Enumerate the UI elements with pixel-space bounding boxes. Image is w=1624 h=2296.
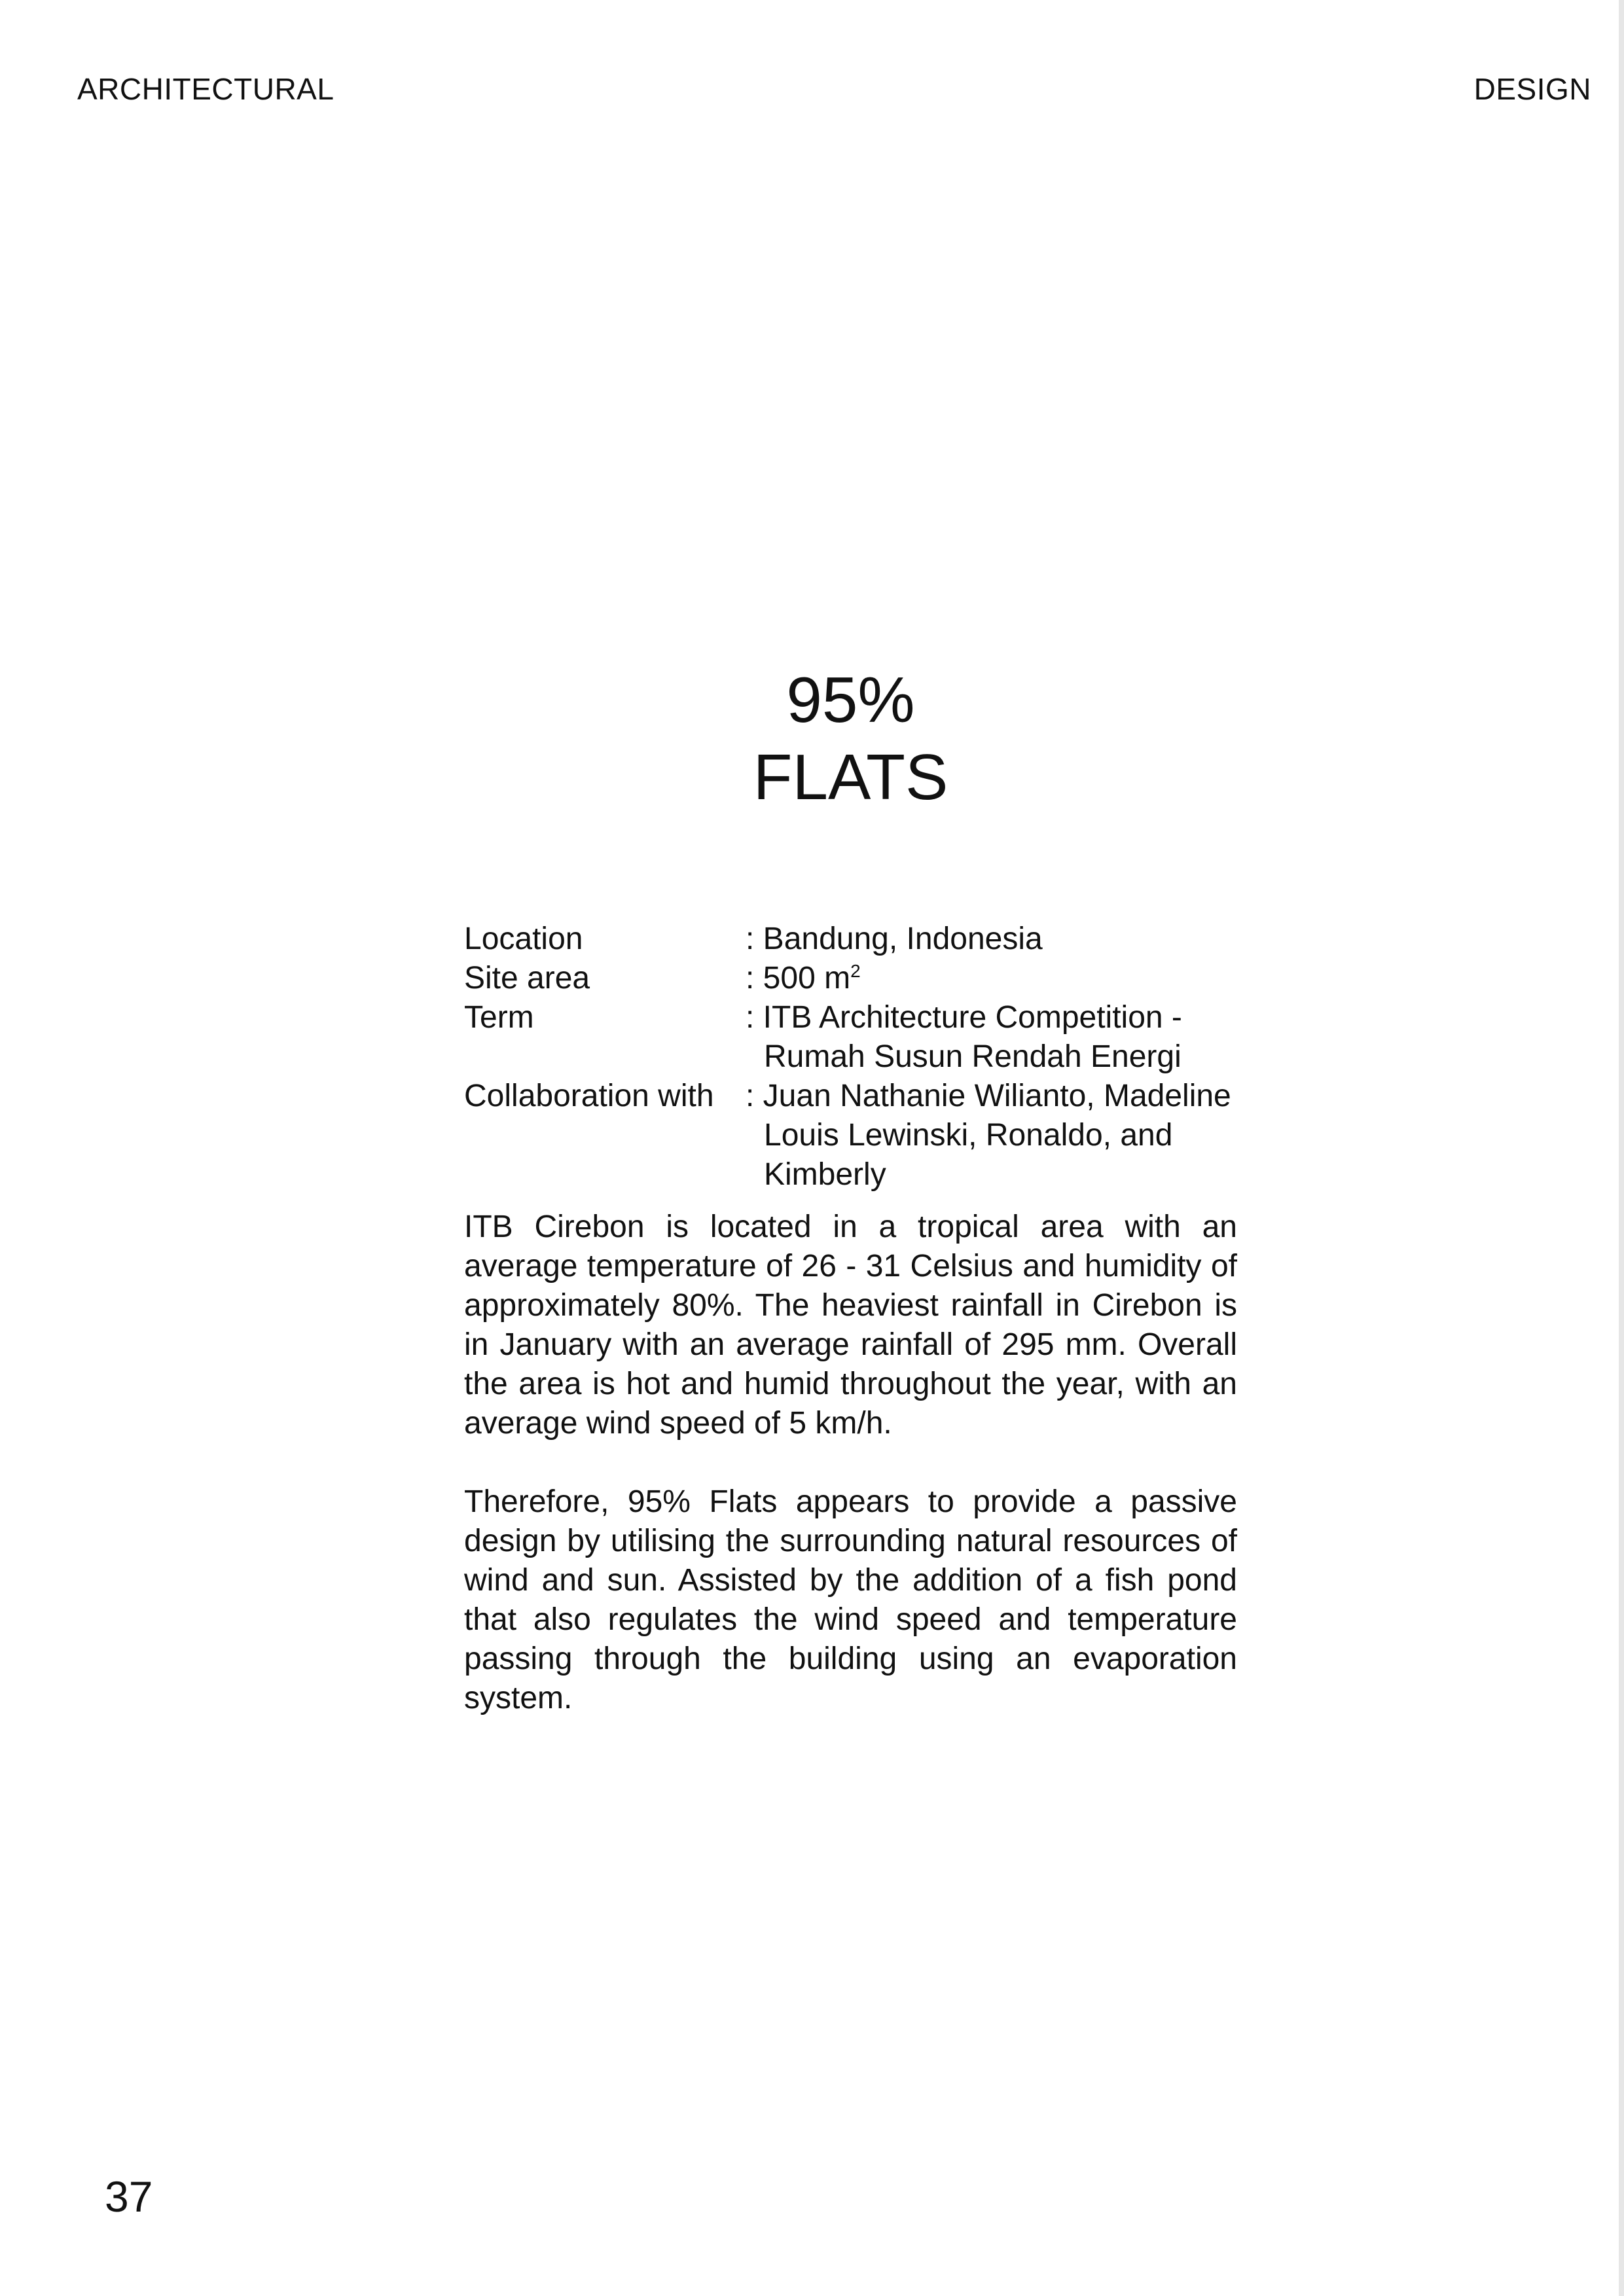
collaboration-value-line-3: Kimberly — [764, 1157, 886, 1192]
header-section-right: DESIGN — [1473, 72, 1591, 106]
info-row-site-area — [464, 959, 1237, 998]
info-row-location — [464, 920, 1237, 959]
term-value-line-2: Rumah Susun Rendah Energi — [764, 1039, 1182, 1074]
collaboration-label: Collaboration with — [464, 1079, 714, 1113]
location-label: Location — [464, 922, 583, 956]
location-value-text: : Bandung, Indonesia — [746, 922, 1043, 956]
site-area-label: Site area — [464, 961, 590, 996]
collaboration-value-line-1: : Juan Nathanie Wilianto, Madeline — [746, 1079, 1231, 1113]
project-title — [464, 661, 1237, 816]
term-value-line-1: : ITB Architecture Competition - — [746, 1000, 1182, 1035]
collaboration-value — [746, 1077, 1237, 1194]
term-value — [746, 998, 1237, 1077]
site-area-value — [746, 959, 1237, 998]
project-title-line-2: FLATS — [753, 741, 948, 813]
info-row-collaboration — [464, 1077, 1237, 1194]
collaboration-value-line-2: Louis Lewinski, Ronaldo, and — [764, 1118, 1173, 1153]
project-info-table — [464, 920, 1237, 1194]
site-area-value-text: : 500 m — [746, 961, 851, 996]
project-title-line-1: 95% — [786, 664, 915, 736]
header-section-left: ARCHITECTURAL — [77, 72, 334, 106]
site-area-unit-superscript: 2 — [850, 961, 861, 981]
page-number: 37 — [105, 2172, 153, 2221]
description-paragraph-1: ITB Cirebon is located in a tropical area with an average temperature of 26 - 31 Celsius and humidity of approximately 80%. The heaviest rainfall in Cirebon is in January with an average rainfall of 295 mm. Overall the area is hot and humid throughout the year, with an average wind speed of 5 km/h. — [464, 1210, 1237, 1441]
site-area-value-line — [746, 959, 1237, 998]
info-row-term — [464, 998, 1237, 1077]
term-label: Term — [464, 1000, 534, 1035]
description-paragraph-2: Therefore, 95% Flats appears to provide a passive design by utilising the surrounding natural resources of wind and sun. Assisted by the addition of a fish pond that also regulates the wind speed and temperature passing through the building using an evaporation system. — [464, 1484, 1237, 1715]
location-value — [746, 920, 1237, 959]
page-edge-shadow — [1619, 0, 1624, 2296]
